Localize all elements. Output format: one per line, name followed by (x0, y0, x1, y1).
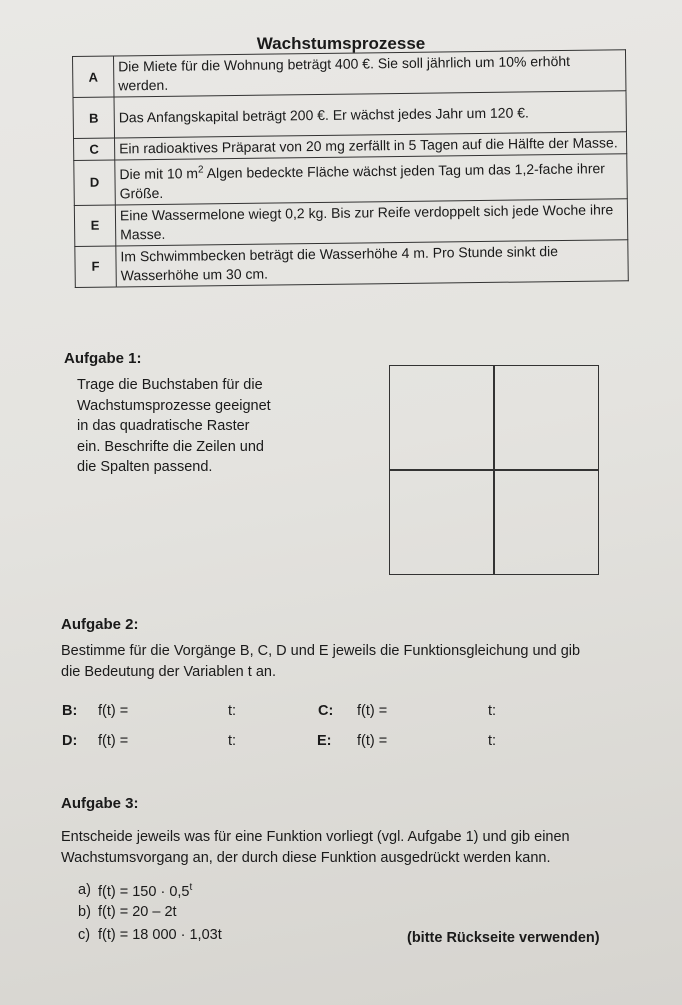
task1-text (77, 375, 271, 478)
row-text-part: Die mit 10 m (119, 165, 199, 183)
row-letter: B (73, 97, 114, 138)
table-row (74, 154, 628, 205)
answer-letter: C: (318, 703, 334, 719)
table-row (74, 198, 627, 246)
task2-text (61, 641, 671, 682)
row-letter: D (74, 160, 116, 205)
row-text: Eine Wassermelone wiegt 0,2 kg. Bis zur Reife verdoppelt sich jede Woche ihre Masse. (115, 198, 627, 245)
text-line: die Bedeutung der Variablen t an. (61, 663, 276, 680)
task3-text (61, 827, 676, 868)
row-letter: C (74, 138, 115, 160)
row-text: Die Miete für die Wohnung beträgt 400 €. Sie soll jährlich um 10% erhöht werden. (114, 50, 626, 97)
text-line: Trage die Buchstaben für die (77, 377, 263, 393)
row-letter: F (75, 246, 116, 287)
grid-divider (390, 469, 598, 471)
answer-variable[interactable]: t: (228, 703, 237, 719)
text-line: Wachstumsprozesse geeignet (77, 397, 271, 414)
item-expression: f(t) = 18 000 · 1,03t (98, 927, 222, 943)
row-text: Das Anfangskapital beträgt 200 €. Er wächst jedes Jahr um 120 €. (114, 91, 626, 138)
task2-title: Aufgabe 2: (61, 616, 139, 633)
table-row (73, 50, 626, 98)
page-title: Wachstumsprozesse (256, 34, 426, 53)
superscript: 2 (197, 164, 204, 176)
answer-function[interactable]: f(t) = (357, 733, 388, 749)
item-label: a) (78, 882, 91, 898)
answer-function[interactable]: f(t) = (98, 733, 129, 749)
answer-variable[interactable]: t: (488, 703, 497, 719)
item-label: c) (78, 927, 91, 943)
text-line: Entscheide jeweils was für eine Funktion vorliegt (vgl. Aufgabe 1) und gib einen (61, 829, 570, 845)
item-expression: f(t) = 20 – 2t (98, 904, 177, 920)
row-text-part: Algen bedeckte Fläche wächst jeden Tag um das 1,2-fache ihrer Größe. (119, 160, 605, 202)
text-line: die Spalten passend. (77, 459, 213, 475)
item-label: b) (78, 904, 91, 920)
text-line: in das quadratische Raster (77, 418, 250, 434)
text-line: Wachstumsvorgang an, der durch diese Funktion ausgedrückt werden kann. (61, 849, 551, 866)
text-line: ein. Beschrifte die Zeilen und (77, 438, 264, 455)
answer-letter: B: (62, 703, 78, 719)
row-letter: E (74, 205, 115, 246)
answer-variable[interactable]: t: (228, 733, 237, 749)
answer-variable[interactable]: t: (488, 733, 497, 749)
table-row (75, 239, 628, 287)
answer-function[interactable]: f(t) = (357, 703, 388, 719)
item-expression (98, 882, 192, 900)
row-letter: A (73, 56, 114, 97)
row-text: Im Schwimmbecken beträgt die Wasserhöhe 4 m. Pro Stunde sinkt die Wasserhöhe um 30 cm. (116, 239, 628, 286)
answer-letter: D: (62, 733, 78, 749)
square-grid[interactable] (389, 365, 599, 575)
task3-title: Aufgabe 3: (61, 795, 139, 812)
answer-letter: E: (317, 733, 332, 749)
superscript: t (189, 882, 193, 893)
text-line: Bestimme für die Vorgänge B, C, D und E jeweils die Funktionsgleichung und gib (61, 643, 581, 659)
row-text (115, 154, 628, 205)
answer-function[interactable]: f(t) = (98, 703, 129, 719)
backside-note: (bitte Rückseite verwenden) (407, 930, 600, 946)
process-table (72, 49, 629, 287)
expression-text: f(t) = 150 · 0,5 (98, 883, 190, 900)
task1-title: Aufgabe 1: (64, 350, 142, 367)
row-text: Ein radioaktives Präparat von 20 mg zerfällt in 5 Tagen auf die Hälfte der Masse. (115, 132, 627, 160)
table-row (73, 91, 626, 139)
